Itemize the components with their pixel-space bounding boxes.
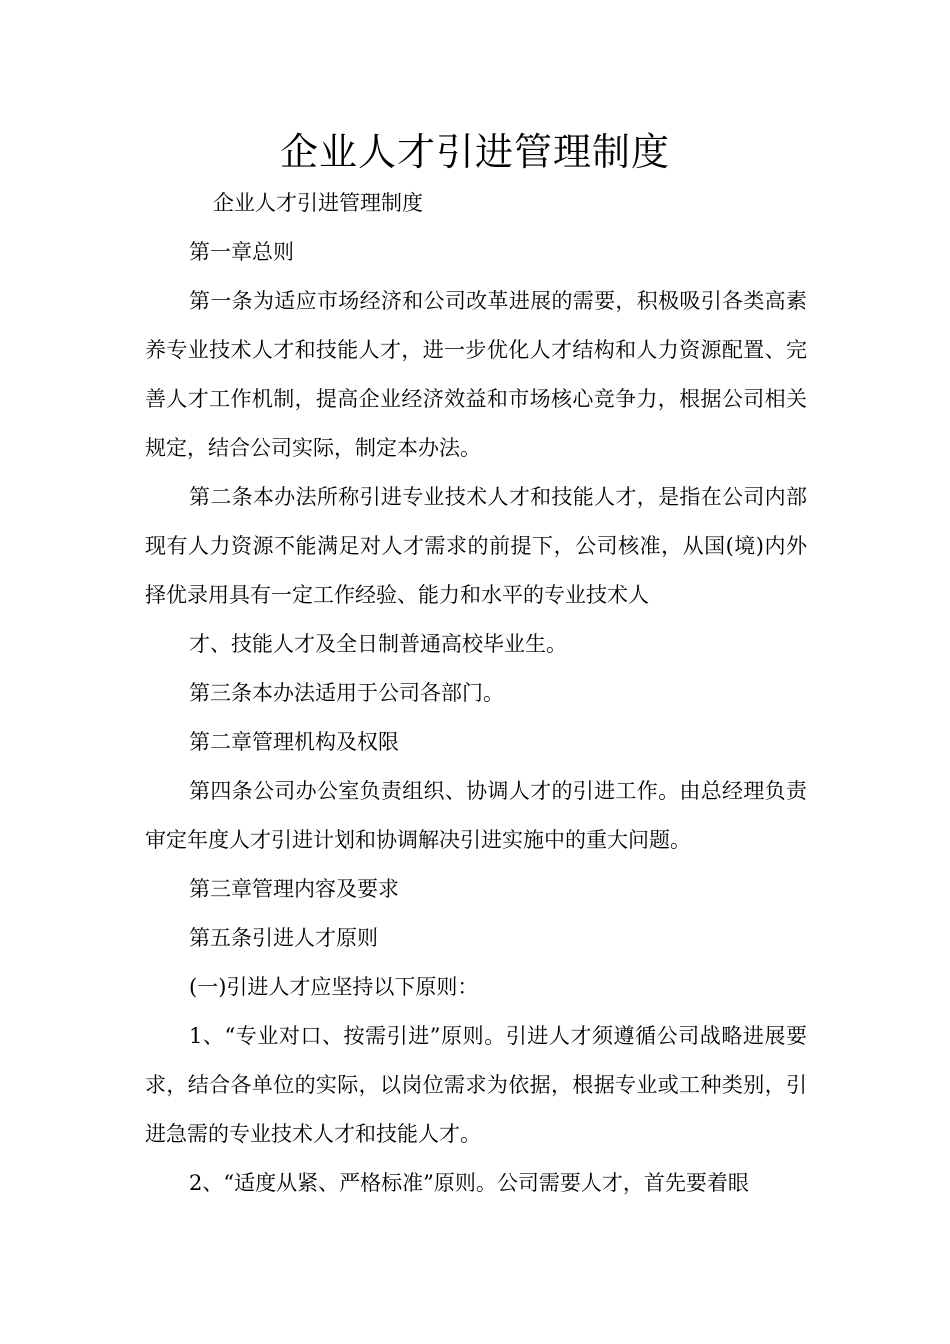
document-body <box>145 179 807 1208</box>
article-3: 第三条本办法适用于公司各部门。 <box>189 681 504 705</box>
article-2-continued: 才、技能人才及全日制普通高校毕业生。 <box>189 632 567 656</box>
article-4: 第四条公司办公室负责组织、协调人才的引进工作。由总经理负责审定年度人才引进计划和协调解决引进实施中的重大问题。 <box>145 779 807 852</box>
chapter-heading-3: 第三章管理内容及要求 <box>189 877 399 901</box>
article-5-item-2: 2、“适度从紧、严格标准”原则。公司需要人才，首先要着眼 <box>189 1171 749 1195</box>
article-5-item-1: 1、“专业对口、按需引进”原则。引进人才须遵循公司战略进展要求，结合各单位的实际，以岗位需求为依据，根据专业或工种类别，引进急需的专业技术人才和技能人才。 <box>145 1024 807 1146</box>
article-5: 第五条引进人才原则 <box>189 926 378 950</box>
article-5-clause-1: (一)引进人才应坚持以下原则： <box>189 975 479 999</box>
article-2: 第二条本办法所称引进专业技术人才和技能人才，是指在公司内部现有人力资源不能满足对人才需求的前提下，公司核准，从国(境)内外择优录用具有一定工作经验、能力和水平的专业技术人 <box>145 485 807 607</box>
document-subtitle: 企业人才引进管理制度 <box>213 191 423 215</box>
article-1: 第一条为适应市场经济和公司改革进展的需要，积极吸引各类高素养专业技术人才和技能人才，进一步优化人才结构和人力资源配置、完善人才工作机制，提高企业经济效益和市场核心竞争力，根据公司相关规定，结合公司实际，制定本办法。 <box>145 289 807 460</box>
chapter-heading-1: 第一章总则 <box>189 240 294 264</box>
chapter-heading-2: 第二章管理机构及权限 <box>189 730 399 754</box>
document-title: 企业人才引进管理制度 <box>279 130 670 174</box>
